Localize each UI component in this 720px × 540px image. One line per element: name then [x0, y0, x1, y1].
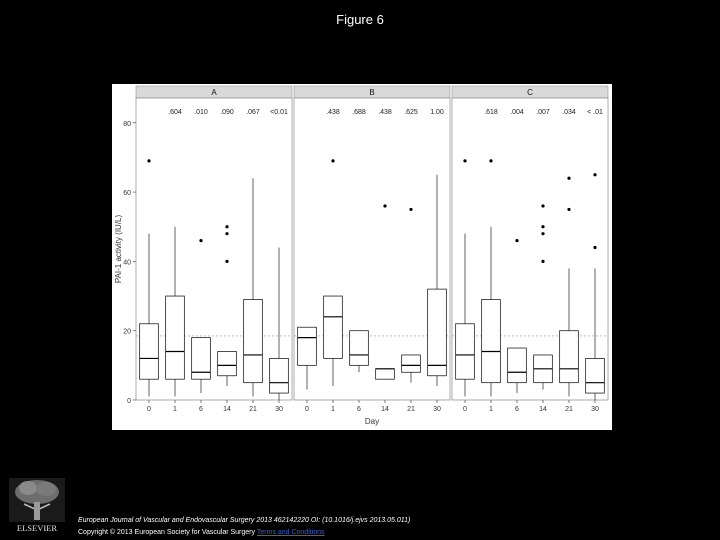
p-value-label: .625 [404, 109, 418, 116]
elsevier-logo-text: ELSEVIER [16, 523, 58, 533]
box [324, 296, 343, 358]
outlier-point [593, 173, 596, 176]
copyright-line [78, 527, 410, 539]
box [402, 355, 421, 372]
x-tick-label: 21 [407, 406, 415, 413]
box [350, 331, 369, 366]
x-tick-label: 1 [331, 406, 335, 413]
panel-label: C [527, 88, 533, 97]
outlier-point [541, 225, 544, 228]
citation-footer [78, 515, 410, 539]
outlier-point [567, 208, 570, 211]
y-tick-label: 20 [123, 328, 131, 336]
x-tick-label: 1 [173, 406, 177, 413]
citation-text: European Journal of Vascular and Endovascular Surgery 2013 462142220 OI: (10.1016/j.ejvs 2013.05.011) [78, 517, 411, 524]
p-value-label: .067 [246, 109, 260, 116]
outlier-point [515, 239, 518, 242]
p-value-label: .007 [536, 109, 550, 116]
p-value-label: < .01 [587, 109, 603, 116]
box [586, 358, 605, 393]
box-plot-chart [112, 84, 612, 430]
box [508, 348, 527, 383]
panel-frame [294, 98, 450, 400]
outlier-point [463, 159, 466, 162]
box [560, 331, 579, 383]
x-tick-label: 30 [433, 406, 441, 413]
x-tick-label: 1 [489, 406, 493, 413]
box [270, 358, 289, 393]
outlier-point [541, 204, 544, 207]
box [218, 351, 237, 375]
outlier-point [331, 159, 334, 162]
outlier-point [489, 159, 492, 162]
p-value-label: <0.01 [270, 109, 288, 116]
x-tick-label: 30 [275, 406, 283, 413]
x-tick-label: 0 [305, 406, 309, 413]
box [428, 289, 447, 376]
y-tick-label: 40 [123, 259, 131, 267]
figure-panel [112, 84, 612, 430]
p-value-label: .438 [378, 109, 392, 116]
tree-icon [9, 478, 65, 522]
terms-link[interactable]: Terms and Conditions [256, 529, 325, 536]
x-tick-label: 14 [381, 406, 389, 413]
outlier-point [147, 159, 150, 162]
x-tick-label: 21 [565, 406, 573, 413]
x-tick-label: 0 [147, 406, 151, 413]
outlier-point [383, 204, 386, 207]
outlier-point [225, 225, 228, 228]
outlier-point [593, 246, 596, 249]
box [192, 338, 211, 380]
box [482, 300, 501, 383]
panel-label: A [211, 88, 217, 97]
p-value-label: .688 [352, 109, 366, 116]
x-tick-label: 14 [539, 406, 547, 413]
box [140, 324, 159, 379]
x-tick-label: 14 [223, 406, 231, 413]
p-value-label: .004 [510, 109, 524, 116]
page-title: Figure 6 [336, 12, 384, 27]
x-tick-label: 21 [249, 406, 257, 413]
outlier-point [567, 177, 570, 180]
panel-frame [452, 98, 608, 400]
x-tick-label: 30 [591, 406, 599, 413]
p-value-label: .604 [168, 109, 182, 116]
p-value-label: .090 [220, 109, 234, 116]
box [376, 369, 395, 379]
p-value-label: .010 [194, 109, 208, 116]
outlier-point [225, 232, 228, 235]
outlier-point [541, 232, 544, 235]
y-axis-label: PAI-1 activity (IU/L) [114, 214, 123, 284]
p-value-label: .438 [326, 109, 340, 116]
outlier-point [199, 239, 202, 242]
copyright-text: Copyright © 2013 European Society for Vascular Surgery [78, 529, 256, 536]
box [166, 296, 185, 379]
box [456, 324, 475, 379]
x-tick-label: 6 [199, 406, 203, 413]
box [298, 327, 317, 365]
y-tick-label: 60 [123, 190, 131, 198]
y-tick-label: 80 [123, 120, 131, 128]
p-value-label: .618 [484, 109, 498, 116]
x-tick-label: 6 [515, 406, 519, 413]
y-tick-label: 0 [127, 398, 131, 405]
x-tick-label: 6 [357, 406, 361, 413]
outlier-point [409, 208, 412, 211]
panel-label: B [369, 88, 375, 97]
box [244, 300, 263, 383]
outlier-point [225, 260, 228, 263]
elsevier-logo [6, 476, 68, 534]
p-value-label: .034 [562, 109, 576, 116]
x-tick-label: 0 [463, 406, 467, 413]
x-axis-label: Day [364, 417, 380, 426]
panel-frame [136, 98, 292, 400]
p-value-label: 1.00 [430, 109, 444, 116]
outlier-point [541, 260, 544, 263]
